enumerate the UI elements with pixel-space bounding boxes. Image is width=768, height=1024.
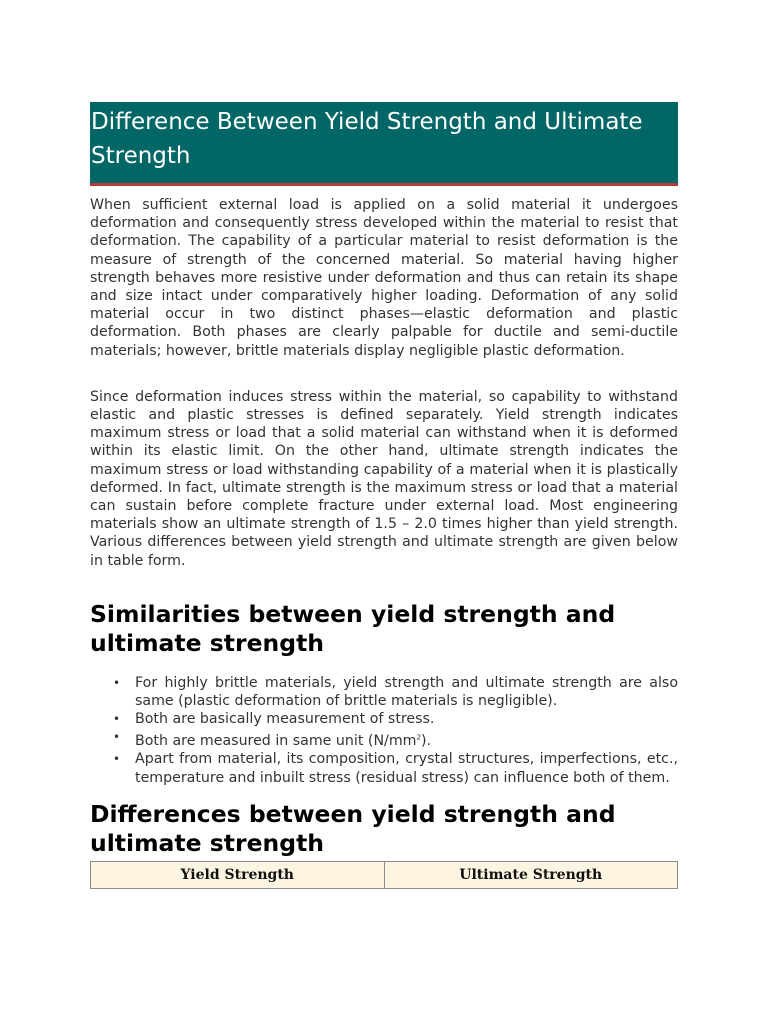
similarities-heading: Similarities between yield strength and ultimate strength xyxy=(90,599,616,657)
bullet-icon: • xyxy=(113,675,121,690)
list-item xyxy=(113,674,678,710)
unit-suffix: ). xyxy=(420,733,431,750)
second-paragraph: Since deformation induces stress within the material, so capability to withstand elastic and plastic stresses is defined separately. Yield strength indicates maximum stress or load that a solid material can withstand when it is deformed within its elastic limit. On the other hand, ultimate strength indicates the maximum stress or load withstanding capability of a material when it is plastically deformed. In fact, ultimate strength is the maximum stress or load that a material can sustain before complete fracture under external load. Most engineering materials show an ultimate strength of 1.5 – 2.0 times higher than yield strength. Various differences between yield strength and ultimate strength are given below in table form. xyxy=(90,388,678,569)
list-item xyxy=(113,750,678,786)
bullet-icon: • xyxy=(113,752,121,767)
table-header-ultimate: Ultimate Strength xyxy=(384,861,678,888)
list-item xyxy=(113,728,678,750)
intro-paragraph: When sufficient external load is applied on a solid material it undergoes deformation and consequently stress developed within the material to resist that deformation. The capability of a particular material to resist deformation is the measure of strength of the concerned material. So material having higher strength behaves more resistive under deformation and thus can retain its shape and size intact under comparatively higher loading. Deformation of any solid material occur in two distinct phases—elastic deformation and plastic deformation. Both phases are clearly palpable for ductile and semi-ductile materials; however, brittle materials display negligible plastic deformation. xyxy=(90,197,678,359)
list-item-text: Both are basically measurement of stress. xyxy=(135,711,435,728)
list-item-text: Apart from material, its composition, crystal structures, imperfections, etc., temperature and inbuilt stress (residual stress) can influence both of them. xyxy=(135,751,678,786)
article-title: Difference Between Yield Strength and Ultimate Strength xyxy=(90,102,678,186)
bullet-icon: • xyxy=(113,730,121,745)
bullet-icon: • xyxy=(113,712,121,727)
unit-prefix: Both are measured in same unit (N/mm xyxy=(135,733,417,750)
comparison-table xyxy=(90,861,678,889)
list-item xyxy=(113,710,678,728)
unit-superscript: 2 xyxy=(416,733,421,742)
list-item-text xyxy=(135,733,431,749)
similarities-list xyxy=(90,674,678,787)
article xyxy=(90,102,678,889)
list-item-text: For highly brittle materials, yield strength and ultimate strength are also same (plastic deformation of brittle materials is negligible). xyxy=(135,674,678,710)
table-header-row xyxy=(91,861,678,888)
differences-heading: Differences between yield strength and ultimate strength xyxy=(90,799,616,857)
table-header-yield: Yield Strength xyxy=(91,861,385,888)
